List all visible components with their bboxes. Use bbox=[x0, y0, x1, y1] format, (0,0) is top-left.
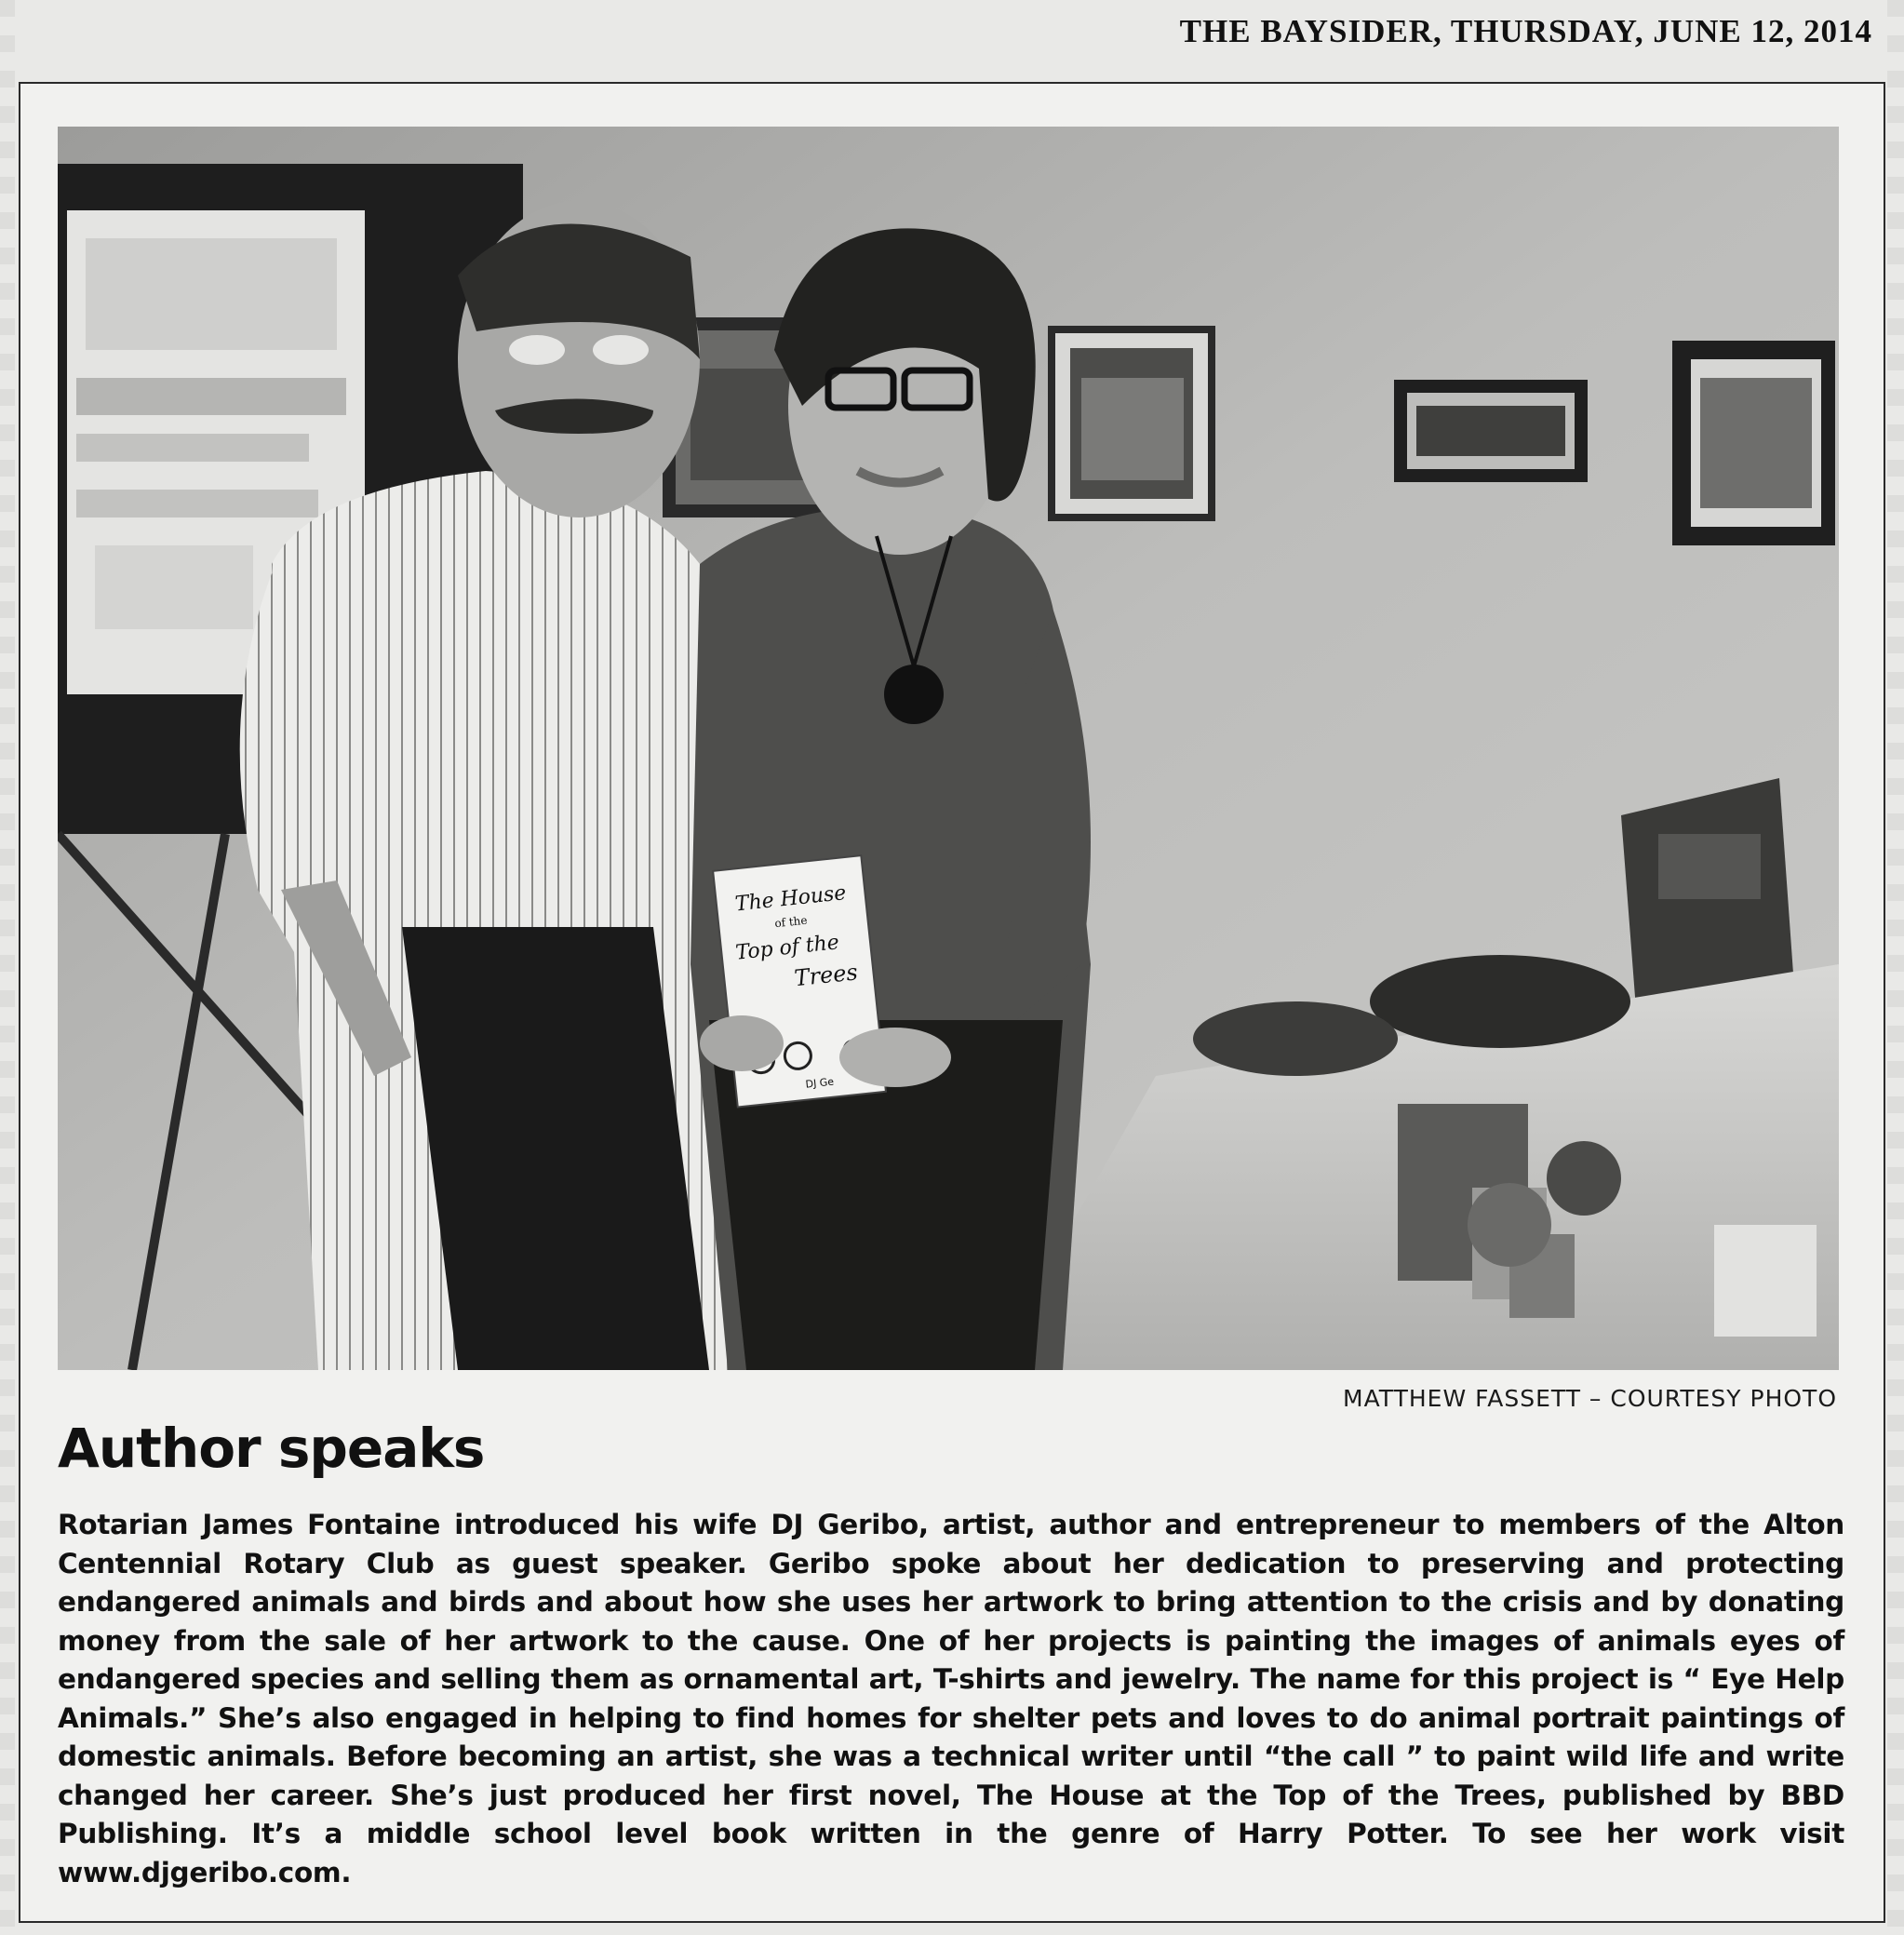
framed-painting-2 bbox=[1052, 329, 1212, 517]
newsprint-bleed-right bbox=[1887, 0, 1904, 1935]
book-title-line2: of the bbox=[773, 913, 809, 931]
book-title-line3: Top of the bbox=[734, 931, 840, 965]
book-author: DJ Ge bbox=[804, 1075, 835, 1091]
article-headline: Author speaks bbox=[58, 1417, 485, 1480]
article-photo bbox=[58, 127, 1839, 1370]
photo-illustration bbox=[58, 127, 1839, 1370]
framed-painting-3 bbox=[1394, 380, 1588, 482]
page-masthead: THE BAYSIDER, THURSDAY, JUNE 12, 2014 bbox=[1179, 13, 1872, 49]
article-box bbox=[19, 82, 1885, 1923]
book-title-line4: Trees bbox=[793, 959, 859, 992]
right-hand bbox=[839, 1028, 951, 1087]
book-title-line1: The House bbox=[733, 881, 848, 917]
framed-painting-4 bbox=[1672, 341, 1835, 545]
newsprint-bleed-left bbox=[0, 0, 15, 1935]
left-hand bbox=[700, 1015, 784, 1071]
article-body: Rotarian James Fontaine introduced his wife DJ Geribo, artist, author and entrepreneur to members of the Alton Centennial Rotary Club as guest speaker. Geribo spoke about her dedication to preserving and protecting endangered animals and birds and about how she uses her artwork to bring attention to the crisis and by donating money from the sale of her artwork to the cause. One of her projects is painting the images of animals eyes of endangered species and selling them as ornamental art, T-shirts and jewelry. The name for this project is “ Eye Help Animals.” She’s also engaged in helping to find homes for shelter pets and loves to do animal portrait paintings of domestic animals. Before becoming an artist, she was a technical writer until “the call ” to paint wild life and write changed her career. She’s just produced her first novel, The House at the Top of the Trees, published by BBD Publishing. It’s a middle school level book written in the genre of Harry Potter. To see her work visit www.djgeribo.com. bbox=[58, 1509, 1844, 1888]
photo-credit: MATTHEW FASSETT – COURTESY PHOTO bbox=[1343, 1385, 1837, 1412]
